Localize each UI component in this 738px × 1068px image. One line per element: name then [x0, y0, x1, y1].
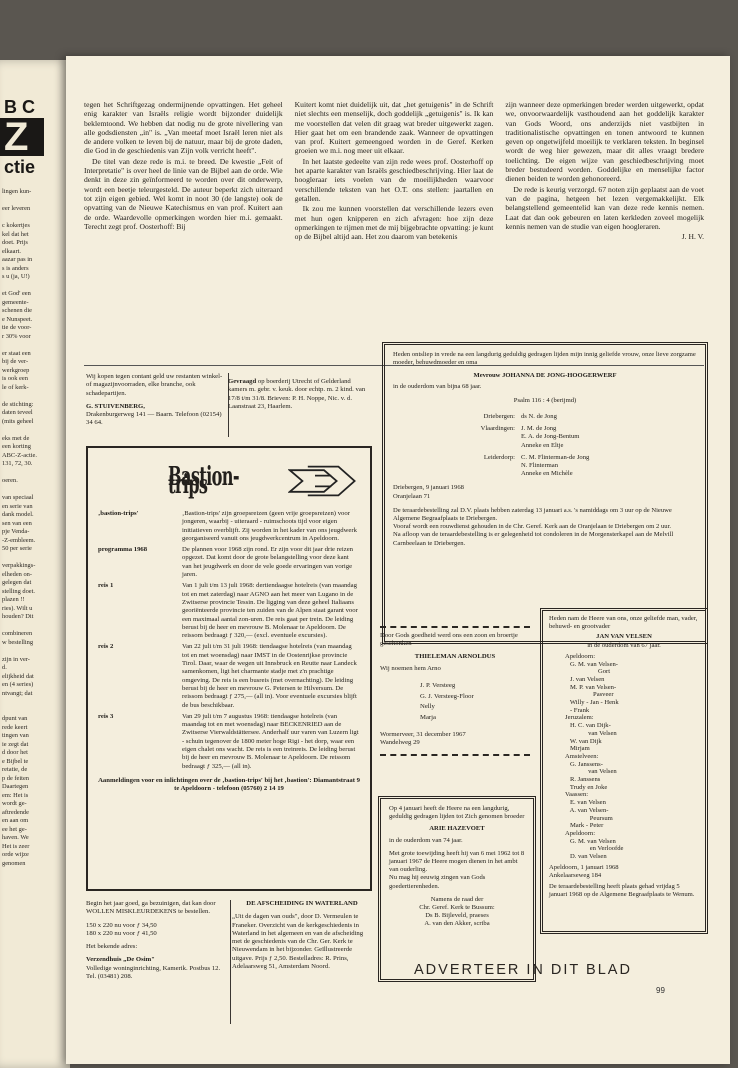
bastion-row-text: Van 1 juli t/m 13 juli 1968: dertiendaagse hotelreis (van maandag tot en met zaterdag) naar AGNO aan het meer van Lugano in de Zwitserse provincie Tessin. De ligging van deze geheel Italiaans georiënteerde provincie ten zuiden van de Alpen staat garant voor een maximaal aantal zon-uren. De reis gaat per trein. De leiding berust bij de heer en mevrouw B. Molenaar te Apeldoorn. De reissom bedraagt ƒ 320,— (excl. eventuele excursies).: [182, 582, 358, 640]
family-row: [393, 413, 697, 421]
prev-page-line: orde wijze: [2, 851, 29, 858]
previous-page-edge: [0, 60, 70, 1068]
hoogerwerf-name: Mevrouw JOHANNA DE JONG-HOOGERWERF: [473, 372, 617, 380]
birth-call: Wij noemen hem Arno: [380, 664, 441, 672]
prev-page-line: en serie van: [2, 502, 33, 510]
ad-dekens-addr-label: Het bekende adres:: [86, 943, 138, 951]
prev-page-line: eks met de: [2, 434, 30, 442]
prev-page-line: verpakkings-: [2, 562, 36, 569]
prev-page-line: [0, 282, 70, 291]
prev-page-line: d.: [2, 664, 7, 671]
hazevoet-text: Met grote toewijding heeft hij van 6 mei 1962 tot 8 januari 1967 de Heere mogen dienen in het ambt van ouderling. Nu mag hij eeuwig zingen van Gods goedertierenheden.: [389, 849, 525, 890]
bastion-row-label: reis 2: [98, 643, 114, 651]
prev-page-line: ries). Wilt u: [2, 604, 33, 612]
prev-page-line: Daartegen: [2, 783, 29, 790]
hoogerwerf-family: [393, 413, 697, 478]
prev-page-line: [0, 622, 70, 631]
prev-page-line: lingen kun-: [2, 188, 32, 195]
prev-page-line: [0, 392, 70, 401]
prev-page-line: genomen: [2, 859, 26, 867]
prev-page-line: tingen van: [2, 732, 29, 739]
bastion-arrow-icon: [288, 461, 360, 501]
prev-page-line: s is anders: [2, 264, 29, 272]
prev-page-line: -Z-embleem.: [2, 536, 36, 544]
prev-page-line: e Bijbel te: [2, 757, 29, 765]
bastion-program: [98, 510, 360, 771]
velsen-footer: De teraardebestelling heeft plaats gehad vrijdag 5 januari 1968 op de Algemene Begraafplaats te Wenum.: [549, 883, 695, 899]
ad-dekens-intro: Begin het jaar goed, ga bezuinigen, dat kan door WOLLEN MISKLEURDEKENS te bestellen.: [86, 900, 216, 916]
prev-page-line: w bestelling: [2, 638, 34, 646]
abc-z-actie-logo: [0, 96, 70, 178]
bastion-title: Bastion-trips: [168, 461, 239, 500]
prev-page-line: dpunt van: [2, 715, 28, 722]
prev-page-line: (mits geheel: [2, 417, 34, 425]
prev-page-line: een korting: [2, 443, 31, 450]
prev-page-line: en aan om: [2, 817, 29, 824]
prev-page-line: oeren.: [2, 477, 18, 484]
prev-page-line: r 30% voor: [2, 332, 31, 340]
ad-dekens-addr: Volledige woninginrichting, Kamerik. Postbus 12. Tel. (03481) 208.: [86, 964, 221, 981]
bastion-row-text: De plannen voor 1968 zijn rond. Er zijn voor dit jaar drie reizen opgezet. Dat komt door de grote belangstelling voor deze kant van het jeugdwerk en door de vele goede ervaringen van vorige jaren.: [182, 546, 354, 579]
hazevoet-name: ARIE HAZEVOET: [429, 825, 485, 833]
ad-dekens-name: Verzendhuis „De Osim": [86, 956, 155, 964]
family-names: ds N. de Jong: [521, 413, 557, 421]
prev-page-line: kel dat het: [2, 230, 29, 238]
family-place: Driebergen:: [483, 413, 515, 421]
prev-page-line: [0, 214, 70, 223]
prev-page-line: [0, 341, 70, 350]
prev-page-line: em: Het is: [2, 791, 29, 799]
hoogerwerf-psalm: Psalm 116 : 4 (berijmd): [513, 396, 577, 404]
prev-page-line: van speciaal: [2, 494, 34, 501]
family-place: Leiderdorp:: [483, 453, 515, 461]
article-column-1: [84, 100, 283, 360]
prev-page-line: 50 per serie: [2, 545, 32, 552]
prev-page-line: [0, 197, 70, 206]
article-column-3: [505, 100, 704, 360]
prev-page-line: Het is zeer: [2, 842, 30, 850]
article-paragraph: zijn wanneer deze opmerkingen breder werden uitgewerkt, opdat we, onvoorwaardelijk vasthoudend aan het goddelijk karakter van Gods Woord, ons anderzijds niet vastbijten in traditionalistische opvattingen en tonen antwoord te kunnen geven op ongetwijfeld moeilijk te verklaren teksten. In beginsel wordt de weg hier gewezen, maar dit alles vraagt bredere toelichting. De eigen wijze van geschiedbeschrijving moet breder bestudeerd worden. Goddelijke en menselijke factor dienen beiden te worden gehonoreerd.: [505, 100, 705, 184]
article-signature: J. H. V.: [681, 232, 705, 242]
prev-page-line: rede keert: [2, 723, 28, 731]
hoogerwerf-footer: De teraardebestelling zal D.V. plaats hebben zaterdag 13 januari a.s. 's namiddags om 3 uur op de Nieuwe Algemene Begraafplaats te Driebergen. Vooraf wordt een rouwdienst gehouden in de Chr. Geref. Kerk aan de Oranjelaan te Driebergen om 2 uur. Na afloop van de teraardebestelling is er gelegenheid tot condoleren in de Morgensterkapel aan de Melvill Carnbeelaan te Driebergen.: [393, 506, 674, 547]
prev-page-line: ABC-Z-actie.: [2, 451, 37, 459]
hoogerwerf-intro: Heden ontsliep in vrede na een langdurig geduldig gedragen lijden mijn innig geliefde vrouw, onze lieve zorgzame moeder, behuwdmoeder en oma: [393, 351, 696, 367]
bastion-row-text: Van 22 juli t/m 31 juli 1968: tiendaagse hotelreis (van maandag tot en met woensdag) naar IMST in de Oostenrijkse provincie Tirol. Daar, waar de wegen uit Innsbruck en Reutte naar Landeck samenkomen, ligt het charmante stadje met z'n prachtige omgeving. De reis is een busreis (met overnachting). De leiding berust bij de heer en mevrouw G. Petersen te Hilversum. De reissom bedraagt ƒ 275,— (all in). Voor eventuele excursies blijft de bus beschikbaar.: [182, 643, 357, 709]
bastion-row: [98, 546, 360, 579]
prev-page-line: plazen !!: [2, 596, 25, 603]
notice-van-velsen: [540, 608, 708, 934]
birth-family: J. P. Versteeg G. J. Versteeg-Floor Nelly Marja: [420, 682, 474, 721]
birth-name: THIELEMAN ARNOLDUS: [414, 652, 496, 660]
logo-line: ctie: [4, 157, 36, 177]
adverteer-slogan: ADVERTEER IN DIT BLAD: [414, 962, 632, 978]
prev-page-line: elheden on-: [2, 570, 32, 578]
notice-hoogerwerf: [382, 342, 708, 644]
ad-afscheiding-text: „Uit de dagen van ouds", door D. Vermeulen te Franeker. Overzicht van de kerkgeschiedenis in Waterland in het algemeen en van de afscheiding met de geschiedenis van de Chr. Ger. Kerk te Nieuwendam in het bijzonder. Geïllustreerde uitgave. Prijs ƒ 2,50. Bestelladres: R. Prins, Adelaarsweg 51, Amsterdam Noord.: [232, 913, 364, 971]
ad-gevraagd: [228, 378, 368, 438]
prev-page-line: sen van een: [2, 519, 32, 527]
prev-page-line: 131, 72, 30.: [2, 460, 33, 467]
prev-page-line: gelegen dat: [2, 579, 32, 586]
article-paragraph: In het laatste gedeelte van zijn rede wees prof. Oosterhoff op het aparte karakter van Israëls geschiedbeschrijving. Hier laat de hoogleraar iets voelen van de moeilijkheden waarvoor verschillende teksten van het O.T. ons stellen: jaartallen en getallen.: [294, 156, 494, 203]
prev-page-line: [0, 698, 70, 707]
prev-page-line: p de feiten: [2, 774, 29, 782]
prev-page-line: tie de voor-: [2, 324, 32, 331]
article-paragraph: De rede is keurig verzorgd. 67 noten zijn geplaatst aan de voet van de pagina, hetgeen het lezen vergemakkelijkt. Elk belangstellend gemeentelid kan van deze rede kennis nemen. Laat dat dan ook gebeuren en laten kerkleden zoveel mogelijk kennis nemen van de studie van eigen hoogleraren.: [505, 184, 705, 231]
hazevoet-sign: Ds B. Bijleveld, praeses A. van den Akker, scriba: [424, 912, 490, 928]
velsen-family: Apeldoorn: G. M. van Velsen- Gort J. van Velsen M. P. van Velsen- Pasveer Willy - Jan - Henk - Frank Jeruzalem: H. C. van Dijk- van Velsen W. van Dijk Mirjam Amstelveen: G. Janssens- van Velsen R. Janssens Trudy en Joke Vaassen: E. van Velsen A. van Velsen- Peursum Mark - Peter Apeldoorn: G. M. van Velsen en Verloofde D. van Velsen: [565, 652, 624, 861]
ad-gevraagd-text: op boerderij Utrecht of Gelderland kamers m. gebr. v. keuk. door echtp. m. 2 kind. van 17/8 t/m 31/8. Brieven: P. H. Noppe, Nic. v. d. Laanstraat 23, Haarlem.: [228, 378, 366, 410]
prev-page-line: [0, 426, 70, 435]
prev-page-line: de stichting:: [2, 400, 34, 408]
bastion-row-text: ‚Bastion-trips' zijn groepsreizen (geen vrije groepsreizen) voor jongeren, waarbij - uiteraard - ruimschoots tijd voor eigen initiatieven overblijft. Zij worden in het kader van ons jeugdwerk georganiseerd vanuit ons jeugdwerkcentrum in Apeldoorn.: [182, 510, 357, 542]
family-names: J. M. de Jong E. A. de Jong-Bentum Anneke en Eltje: [521, 425, 580, 449]
prev-page-line: eer leveren: [2, 205, 31, 212]
birth-date: Wormerveer, 31 december 1967 Wandelweg 29: [380, 731, 466, 747]
ad-dekens: [86, 900, 231, 1024]
bastion-footer: Aanmeldingen voor en inlichtingen over de ‚bastion-trips' bij het ‚bastion': Diamantstraat 9 te Apeldoorn - telefoon (05760) 2 14 19: [98, 776, 360, 793]
bastion-row-text: Van 29 juli t/m 7 augustus 1968: tiendaagse hotelreis (van maandag tot en met woensdag) naar BECKENRIED aan de Zwitserse Vierwaldstättersee. Anderhalf uur varen van Luzern ligt - schuin tegenover de 1800 meter hoge Rigi - het dorp, waar een eigen chalet ons wacht. De reis is een treinreis. De leiding berust bij de heer en mevrouw B. Molenaar te Apeldoorn. De reissom bedraagt ƒ 325,— (all in).: [182, 712, 359, 770]
bastion-row: [98, 713, 360, 771]
prev-page-line: s u (ja, U!): [2, 273, 30, 280]
article-paragraph: De titel van deze rede is m.i. te breed. De kwestie „Feit of Interpretatie" is over heel de linie van de Bijbel aan de orde. Wie denkt in deze zin geïnformeerd te worden over dit onderwerp, wordt een beetje teleurgesteld. De auteur beperkt zich uiteraard tot zijn eigen gebied. Wel komt in noot 30 (de langste) ook de opvatting van de Nieuwe Katechismus en van prof. Kuitert aan de orde. Waardevolle opmerkingen worden hier m.i. gemaakt. Terecht zegt prof. Oosterhoff: Bij: [84, 156, 283, 231]
prev-page-line: bij de ver-: [2, 358, 29, 365]
prev-page-line: ntvangt; dat: [2, 689, 33, 697]
prev-page-line: houden? Dit: [2, 613, 34, 620]
ad-kopen-text: Wij kopen tegen contant geld uw restanten winkel- of magazijnvoorraden, elke branche, ook schadepartijen.: [86, 373, 223, 397]
hoogerwerf-date: Driebergen, 9 januari 1968 Oranjelaan 71: [393, 484, 464, 500]
prev-page-line: combineren: [2, 630, 33, 637]
prev-page-line: is ook een: [2, 375, 28, 382]
prev-page-line: elkaart.: [2, 247, 21, 255]
prev-page-line: e Nunspeet.: [2, 315, 33, 323]
prev-page-line: ie zegt dat: [2, 740, 29, 748]
hazevoet-sign-intro: Namens de raad der Chr. Geref. Kerk te Bussum:: [419, 895, 495, 912]
prev-page-line: [0, 707, 70, 716]
bastion-row: [98, 582, 360, 640]
ad-dekens-price-1: 150 x 220 nu voor ƒ 34,50: [86, 921, 157, 929]
prev-page-line: daten teveel: [2, 409, 33, 416]
prev-page-line: werkgroep: [2, 366, 30, 374]
prev-page-line: dank model.: [2, 511, 34, 518]
bastion-row: [98, 643, 360, 709]
article-paragraph: Ik zou me kunnen voorstellen dat verschillende lezers even met hun ogen knipperen en zich afvragen: hoe zijn deze opmerkingen te rijmen met de mij bijgebrachte opvatting: je kunt op de Bijbel altijd aan. Het zou daarom van betekenis: [294, 204, 494, 242]
prev-page-line: [0, 469, 70, 478]
birth-intro: Door Gods goedheid werd ons een zoon en broertje geschonken: [380, 632, 518, 648]
prev-page-line: aftredende: [2, 808, 29, 816]
notice-birth-arnoldus: [376, 618, 534, 800]
prev-page-line: zijn in ver-: [2, 655, 30, 663]
ad-wij-kopen: [86, 373, 229, 437]
hazevoet-age: in de ouderdom van 74 jaar.: [389, 836, 463, 844]
article-paragraph: Kuitert komt niet duidelijk uit, dat „het getuigenis" in de Schrift niet slechts een menselijk, doch goddelijk „getuigenis" is. Ik kan me voorstellen dat velen dit graag wat breder uitgewerkt zagen. Hier gaat het om een brandende zaak. Wanneer de opvattingen van prof. Kuitert gemeengoed worden in de Geref. Kerken groeien we m.i. nog meer uit elkaar.: [294, 100, 494, 156]
family-row: [393, 454, 697, 479]
family-names: C. M. Flinterman-de Jong N. Flinterman Anneke en Michèle: [521, 453, 590, 478]
ad-dekens-price-2: 180 x 220 nu voor ƒ 41,50: [86, 929, 157, 937]
prev-page-line: [0, 647, 70, 656]
prev-page-line: gemeente-: [2, 298, 29, 306]
page-number: 99: [656, 986, 665, 995]
ad-bastion-trips: [86, 446, 372, 891]
page-99: [66, 56, 730, 1064]
prev-page-line: schenen die: [2, 307, 32, 314]
ad-afscheiding: [232, 900, 372, 1024]
prev-page-line: en (4 series): [2, 681, 34, 688]
prev-page-line: retatie, de: [2, 766, 28, 773]
ad-kopen-name: G. STUIVENBERG,: [86, 402, 145, 410]
hazevoet-intro: Op 4 januari heeft de Heere na een langdurig, geduldig gedragen lijden tot Zich genomen broeder: [389, 805, 525, 821]
family-row: [393, 425, 697, 450]
bastion-row-label: reis 1: [98, 582, 114, 590]
velsen-age: in de ouderdom van 67 jaar.: [587, 641, 661, 649]
prev-page-line: elijkheid dat: [2, 672, 34, 680]
bastion-row-label: ‚bastion-trips': [98, 510, 139, 517]
prev-page-line: haven. We: [2, 834, 29, 841]
article-column-2: [295, 100, 494, 360]
prev-page-line: doet. Prijs: [2, 239, 28, 246]
hoogerwerf-age: in de ouderdom van bijna 68 jaar.: [393, 382, 482, 390]
family-place: Vlaardingen:: [480, 425, 515, 433]
bastion-row-label: reis 3: [98, 712, 114, 720]
notice-hazevoet: [378, 796, 536, 982]
bastion-row-label: programma 1968: [98, 546, 148, 554]
velsen-intro: Heden nam de Heere van ons, onze geliefde man, vader, behuwd- en grootvader: [549, 615, 698, 631]
prev-page-line: er staat een: [2, 349, 31, 357]
previous-page-text: [0, 188, 70, 868]
prev-page-line: stelling doet.: [2, 587, 36, 595]
ad-kopen-address: Drakenburgerweg 141 — Baarn. Telefoon (02154) 34 64.: [86, 411, 222, 427]
prev-page-line: wordt ge-: [2, 800, 27, 807]
ad-gevraagd-bold: Gevraagd: [228, 378, 257, 385]
logo-line: B C: [4, 97, 35, 117]
article-review: [84, 100, 704, 360]
prev-page-line: [0, 554, 70, 563]
prev-page-line: [0, 486, 70, 495]
velsen-date: Apeldoorn, 1 januari 1968 Ankelaarseweg 184: [549, 863, 619, 879]
prev-page-line: d door het: [2, 749, 28, 756]
prev-page-line: et God' een: [2, 290, 31, 297]
article-paragraph: tegen het Schriftgezag ondermijnende opvattingen. Het geheel enig karakter van Israëls religie wordt bijzonder duidelijk beklemtoond. We hebben dat nodig nu de grote nivellering van alle godsdiensten „in" is. „Van meetaf moet Israël leren niet als de andere volken te leven bij de natuur, maar bij de grote daden, die God in de geschiedenis van Zijn volk verricht heeft".: [84, 100, 283, 156]
velsen-name: JAN VAN VELSEN: [596, 633, 652, 641]
bastion-row: [98, 510, 360, 543]
prev-page-line: pje Venda-: [2, 528, 30, 535]
logo-line: Z: [0, 118, 44, 156]
prev-page-line: le of kerk-: [2, 383, 29, 391]
ad-afscheiding-title: DE AFSCHEIDING IN WATERLAND: [246, 900, 358, 907]
prev-page-line: c kokertjes: [2, 222, 30, 229]
prev-page-line: aazar pas in: [2, 256, 33, 263]
prev-page-line: ee het ge-: [2, 825, 27, 833]
